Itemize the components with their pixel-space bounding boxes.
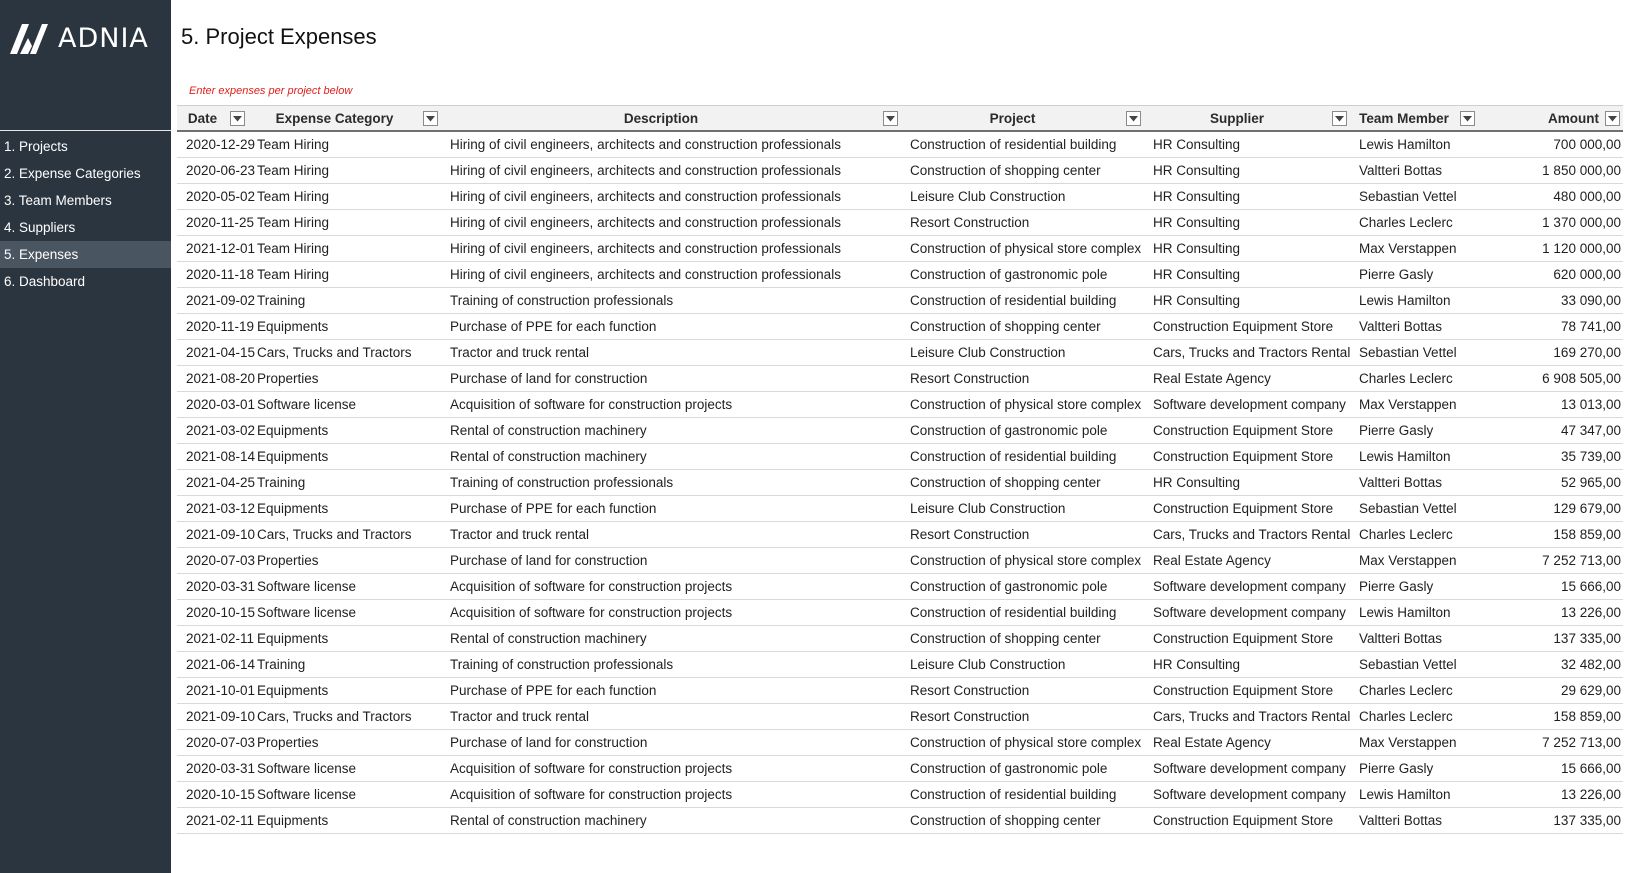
supplier-cell[interactable]: Cars, Trucks and Tractors Rental bbox=[1144, 703, 1350, 729]
supplier-cell[interactable]: HR Consulting bbox=[1144, 209, 1350, 235]
supplier-cell[interactable]: Construction Equipment Store bbox=[1144, 495, 1350, 521]
project-cell[interactable]: Construction of gastronomic pole bbox=[901, 417, 1144, 443]
date-cell[interactable]: 2021-04-15 bbox=[177, 339, 248, 365]
table-row bbox=[177, 287, 1623, 313]
supplier-cell[interactable]: HR Consulting bbox=[1144, 131, 1350, 157]
amount-cell[interactable]: 15 666,00 bbox=[1478, 573, 1623, 599]
supplier-cell[interactable]: HR Consulting bbox=[1144, 469, 1350, 495]
team-member-cell[interactable]: Lewis Hamilton bbox=[1350, 599, 1478, 625]
amount-cell[interactable]: 47 347,00 bbox=[1478, 417, 1623, 443]
column-header-label: Team Member bbox=[1359, 110, 1449, 126]
column-header-label: Supplier bbox=[1209, 110, 1264, 126]
description-cell[interactable]: Hiring of civil engineers, architects and construction professionals bbox=[441, 209, 901, 235]
amount-cell[interactable]: 158 859,00 bbox=[1478, 521, 1623, 547]
date-cell[interactable]: 2021-09-10 bbox=[177, 703, 248, 729]
column-header-label: Expense Category bbox=[275, 110, 394, 126]
team-member-cell[interactable]: Pierre Gasly bbox=[1350, 417, 1478, 443]
date-cell[interactable]: 2020-11-19 bbox=[177, 313, 248, 339]
team-member-cell[interactable]: Pierre Gasly bbox=[1350, 755, 1478, 781]
category-cell[interactable]: Software license bbox=[248, 391, 441, 417]
table-row bbox=[177, 651, 1623, 677]
description-cell[interactable]: Hiring of civil engineers, architects and construction professionals bbox=[441, 157, 901, 183]
sidebar-item-suppliers[interactable]: 4. Suppliers bbox=[4, 220, 76, 235]
date-cell[interactable]: 2021-08-20 bbox=[177, 365, 248, 391]
amount-cell[interactable]: 13 226,00 bbox=[1478, 599, 1623, 625]
supplier-cell[interactable]: Construction Equipment Store bbox=[1144, 807, 1350, 833]
project-cell[interactable]: Leisure Club Construction bbox=[901, 339, 1144, 365]
filter-dropdown-icon[interactable] bbox=[1460, 111, 1475, 126]
date-cell[interactable]: 2020-10-15 bbox=[177, 599, 248, 625]
date-cell[interactable]: 2020-11-25 bbox=[177, 209, 248, 235]
amount-cell[interactable]: 137 335,00 bbox=[1478, 625, 1623, 651]
table-row bbox=[177, 443, 1623, 469]
table-row bbox=[177, 495, 1623, 521]
table-row bbox=[177, 313, 1623, 339]
table-body bbox=[177, 131, 1623, 833]
description-cell[interactable]: Rental of construction machinery bbox=[441, 625, 901, 651]
category-cell[interactable]: Cars, Trucks and Tractors bbox=[248, 521, 441, 547]
sidebar-item-expense-categories[interactable]: 2. Expense Categories bbox=[4, 166, 141, 181]
column-header-label: Project bbox=[989, 110, 1036, 126]
supplier-cell[interactable]: Software development company bbox=[1144, 573, 1350, 599]
description-cell[interactable]: Rental of construction machinery bbox=[441, 443, 901, 469]
amount-cell[interactable]: 700 000,00 bbox=[1478, 131, 1623, 157]
project-cell[interactable]: Construction of residential building bbox=[901, 781, 1144, 807]
supplier-cell[interactable]: HR Consulting bbox=[1144, 261, 1350, 287]
supplier-cell[interactable]: Construction Equipment Store bbox=[1144, 417, 1350, 443]
amount-cell[interactable]: 78 741,00 bbox=[1478, 313, 1623, 339]
team-member-cell[interactable]: Max Verstappen bbox=[1350, 235, 1478, 261]
table-row bbox=[177, 261, 1623, 287]
category-cell[interactable]: Software license bbox=[248, 781, 441, 807]
logo-text: ADNIA bbox=[58, 23, 149, 54]
team-member-cell[interactable]: Charles Leclerc bbox=[1350, 209, 1478, 235]
description-cell[interactable]: Tractor and truck rental bbox=[441, 339, 901, 365]
project-cell[interactable]: Construction of shopping center bbox=[901, 807, 1144, 833]
supplier-cell[interactable]: Software development company bbox=[1144, 599, 1350, 625]
team-member-cell[interactable]: Sebastian Vettel bbox=[1350, 339, 1478, 365]
date-cell[interactable]: 2021-03-02 bbox=[177, 417, 248, 443]
team-member-cell[interactable]: Lewis Hamilton bbox=[1350, 781, 1478, 807]
amount-cell[interactable]: 1 370 000,00 bbox=[1478, 209, 1623, 235]
project-cell[interactable]: Leisure Club Construction bbox=[901, 495, 1144, 521]
team-member-cell[interactable]: Charles Leclerc bbox=[1350, 521, 1478, 547]
sidebar-divider bbox=[0, 130, 171, 131]
sidebar-item-expenses[interactable]: 5. Expenses bbox=[0, 241, 171, 268]
category-cell[interactable]: Training bbox=[248, 651, 441, 677]
date-cell[interactable]: 2021-09-02 bbox=[177, 287, 248, 313]
date-cell[interactable]: 2020-03-31 bbox=[177, 755, 248, 781]
description-cell[interactable]: Tractor and truck rental bbox=[441, 521, 901, 547]
column-header-team-member bbox=[1350, 106, 1478, 132]
table-row bbox=[177, 755, 1623, 781]
filter-dropdown-icon[interactable] bbox=[1605, 111, 1620, 126]
team-member-cell[interactable]: Sebastian Vettel bbox=[1350, 183, 1478, 209]
supplier-cell[interactable]: Construction Equipment Store bbox=[1144, 313, 1350, 339]
project-cell[interactable]: Construction of gastronomic pole bbox=[901, 261, 1144, 287]
table-row bbox=[177, 807, 1623, 833]
date-cell[interactable]: 2020-03-31 bbox=[177, 573, 248, 599]
description-cell[interactable]: Acquisition of software for construction projects bbox=[441, 755, 901, 781]
description-cell[interactable]: Purchase of land for construction bbox=[441, 365, 901, 391]
project-cell[interactable]: Construction of physical store complex bbox=[901, 729, 1144, 755]
category-cell[interactable]: Equipments bbox=[248, 677, 441, 703]
team-member-cell[interactable]: Charles Leclerc bbox=[1350, 677, 1478, 703]
project-cell[interactable]: Resort Construction bbox=[901, 677, 1144, 703]
description-cell[interactable]: Hiring of civil engineers, architects and construction professionals bbox=[441, 235, 901, 261]
category-cell[interactable]: Equipments bbox=[248, 807, 441, 833]
sidebar-item-projects[interactable]: 1. Projects bbox=[4, 139, 68, 154]
category-cell[interactable]: Team Hiring bbox=[248, 261, 441, 287]
amount-cell[interactable]: 1 120 000,00 bbox=[1478, 235, 1623, 261]
sidebar bbox=[0, 0, 171, 873]
category-cell[interactable]: Equipments bbox=[248, 417, 441, 443]
table-row bbox=[177, 703, 1623, 729]
project-cell[interactable]: Construction of residential building bbox=[901, 287, 1144, 313]
date-cell[interactable]: 2021-09-10 bbox=[177, 521, 248, 547]
description-cell[interactable]: Rental of construction machinery bbox=[441, 417, 901, 443]
team-member-cell[interactable]: Valtteri Bottas bbox=[1350, 157, 1478, 183]
logo bbox=[10, 22, 149, 56]
team-member-cell[interactable]: Lewis Hamilton bbox=[1350, 443, 1478, 469]
project-cell[interactable]: Construction of residential building bbox=[901, 131, 1144, 157]
category-cell[interactable]: Equipments bbox=[248, 443, 441, 469]
column-header-description bbox=[441, 106, 901, 132]
amount-cell[interactable]: 52 965,00 bbox=[1478, 469, 1623, 495]
supplier-cell[interactable]: Construction Equipment Store bbox=[1144, 677, 1350, 703]
date-cell[interactable]: 2021-06-14 bbox=[177, 651, 248, 677]
date-cell[interactable]: 2020-03-01 bbox=[177, 391, 248, 417]
amount-cell[interactable]: 7 252 713,00 bbox=[1478, 729, 1623, 755]
amount-cell[interactable]: 15 666,00 bbox=[1478, 755, 1623, 781]
amount-cell[interactable]: 129 679,00 bbox=[1478, 495, 1623, 521]
supplier-cell[interactable]: Construction Equipment Store bbox=[1144, 443, 1350, 469]
project-cell[interactable]: Resort Construction bbox=[901, 365, 1144, 391]
description-cell[interactable]: Training of construction professionals bbox=[441, 287, 901, 313]
sidebar-nav bbox=[0, 133, 171, 295]
supplier-cell[interactable]: HR Consulting bbox=[1144, 235, 1350, 261]
team-member-cell[interactable]: Valtteri Bottas bbox=[1350, 469, 1478, 495]
category-cell[interactable]: Properties bbox=[248, 547, 441, 573]
description-cell[interactable]: Hiring of civil engineers, architects and construction professionals bbox=[441, 131, 901, 157]
date-cell[interactable]: 2020-10-15 bbox=[177, 781, 248, 807]
column-header-expense-category bbox=[248, 106, 441, 132]
expenses-table bbox=[177, 105, 1623, 834]
sidebar-item-team-members[interactable]: 3. Team Members bbox=[4, 193, 112, 208]
team-member-cell[interactable]: Sebastian Vettel bbox=[1350, 495, 1478, 521]
table-row bbox=[177, 365, 1623, 391]
sidebar-item-dashboard[interactable]: 6. Dashboard bbox=[4, 274, 86, 289]
project-cell[interactable]: Construction of physical store complex bbox=[901, 547, 1144, 573]
description-cell[interactable]: Training of construction professionals bbox=[441, 469, 901, 495]
date-cell[interactable]: 2021-03-12 bbox=[177, 495, 248, 521]
amount-cell[interactable]: 13 226,00 bbox=[1478, 781, 1623, 807]
description-cell[interactable]: Hiring of civil engineers, architects and construction professionals bbox=[441, 261, 901, 287]
table-row bbox=[177, 469, 1623, 495]
table-header-row bbox=[177, 106, 1623, 132]
supplier-cell[interactable]: HR Consulting bbox=[1144, 651, 1350, 677]
amount-cell[interactable]: 7 252 713,00 bbox=[1478, 547, 1623, 573]
category-cell[interactable]: Training bbox=[248, 469, 441, 495]
project-cell[interactable]: Construction of shopping center bbox=[901, 469, 1144, 495]
category-cell[interactable]: Equipments bbox=[248, 625, 441, 651]
category-cell[interactable]: Equipments bbox=[248, 313, 441, 339]
column-header-label: Description bbox=[623, 110, 699, 126]
category-cell[interactable]: Cars, Trucks and Tractors bbox=[248, 339, 441, 365]
supplier-cell[interactable]: Construction Equipment Store bbox=[1144, 625, 1350, 651]
date-cell[interactable]: 2021-12-01 bbox=[177, 235, 248, 261]
category-cell[interactable]: Team Hiring bbox=[248, 183, 441, 209]
amount-cell[interactable]: 13 013,00 bbox=[1478, 391, 1623, 417]
supplier-cell[interactable]: HR Consulting bbox=[1144, 287, 1350, 313]
team-member-cell[interactable]: Charles Leclerc bbox=[1350, 703, 1478, 729]
project-cell[interactable]: Construction of gastronomic pole bbox=[901, 755, 1144, 781]
amount-cell[interactable]: 6 908 505,00 bbox=[1478, 365, 1623, 391]
description-cell[interactable]: Acquisition of software for construction projects bbox=[441, 573, 901, 599]
filter-dropdown-icon[interactable] bbox=[1332, 111, 1347, 126]
amount-cell[interactable]: 620 000,00 bbox=[1478, 261, 1623, 287]
amount-cell[interactable]: 480 000,00 bbox=[1478, 183, 1623, 209]
date-cell[interactable]: 2021-10-01 bbox=[177, 677, 248, 703]
amount-cell[interactable]: 33 090,00 bbox=[1478, 287, 1623, 313]
table-row bbox=[177, 547, 1623, 573]
supplier-cell[interactable]: Software development company bbox=[1144, 781, 1350, 807]
category-cell[interactable]: Team Hiring bbox=[248, 157, 441, 183]
filter-dropdown-icon[interactable] bbox=[423, 111, 438, 126]
adnia-logo-icon bbox=[10, 24, 48, 54]
column-header-date bbox=[177, 106, 248, 132]
description-cell[interactable]: Purchase of PPE for each function bbox=[441, 677, 901, 703]
page-title: 5. Project Expenses bbox=[181, 24, 377, 49]
date-cell[interactable]: 2020-05-02 bbox=[177, 183, 248, 209]
project-cell[interactable]: Leisure Club Construction bbox=[901, 183, 1144, 209]
project-cell[interactable]: Construction of physical store complex bbox=[901, 391, 1144, 417]
expenses-table-container bbox=[177, 105, 1623, 834]
table-row bbox=[177, 157, 1623, 183]
amount-cell[interactable]: 32 482,00 bbox=[1478, 651, 1623, 677]
description-cell[interactable]: Hiring of civil engineers, architects and construction professionals bbox=[441, 183, 901, 209]
column-header-project bbox=[901, 106, 1144, 132]
description-cell[interactable]: Acquisition of software for construction projects bbox=[441, 599, 901, 625]
category-cell[interactable]: Equipments bbox=[248, 495, 441, 521]
date-cell[interactable]: 2020-07-03 bbox=[177, 729, 248, 755]
description-cell[interactable]: Acquisition of software for construction projects bbox=[441, 391, 901, 417]
table-row bbox=[177, 183, 1623, 209]
description-cell[interactable]: Acquisition of software for construction projects bbox=[441, 781, 901, 807]
supplier-cell[interactable]: Cars, Trucks and Tractors Rental bbox=[1144, 521, 1350, 547]
table-row bbox=[177, 521, 1623, 547]
description-cell[interactable]: Purchase of land for construction bbox=[441, 729, 901, 755]
team-member-cell[interactable]: Max Verstappen bbox=[1350, 547, 1478, 573]
category-cell[interactable]: Properties bbox=[248, 729, 441, 755]
table-row bbox=[177, 677, 1623, 703]
category-cell[interactable]: Team Hiring bbox=[248, 209, 441, 235]
team-member-cell[interactable]: Max Verstappen bbox=[1350, 391, 1478, 417]
team-member-cell[interactable]: Lewis Hamilton bbox=[1350, 131, 1478, 157]
project-cell[interactable]: Resort Construction bbox=[901, 703, 1144, 729]
table-row bbox=[177, 729, 1623, 755]
supplier-cell[interactable]: Software development company bbox=[1144, 391, 1350, 417]
team-member-cell[interactable]: Valtteri Bottas bbox=[1350, 625, 1478, 651]
date-cell[interactable]: 2020-12-29 bbox=[177, 131, 248, 157]
category-cell[interactable]: Software license bbox=[248, 755, 441, 781]
table-row bbox=[177, 131, 1623, 157]
category-cell[interactable]: Training bbox=[248, 287, 441, 313]
table-row bbox=[177, 781, 1623, 807]
table-row bbox=[177, 599, 1623, 625]
amount-cell[interactable]: 137 335,00 bbox=[1478, 807, 1623, 833]
date-cell[interactable]: 2020-06-23 bbox=[177, 157, 248, 183]
description-cell[interactable]: Purchase of land for construction bbox=[441, 547, 901, 573]
table-row bbox=[177, 417, 1623, 443]
description-cell[interactable]: Purchase of PPE for each function bbox=[441, 313, 901, 339]
description-cell[interactable]: Training of construction professionals bbox=[441, 651, 901, 677]
category-cell[interactable]: Properties bbox=[248, 365, 441, 391]
project-cell[interactable]: Construction of physical store complex bbox=[901, 235, 1144, 261]
category-cell[interactable]: Team Hiring bbox=[248, 131, 441, 157]
team-member-cell[interactable]: Charles Leclerc bbox=[1350, 365, 1478, 391]
column-header-label: Date bbox=[187, 110, 218, 126]
supplier-cell[interactable]: Real Estate Agency bbox=[1144, 729, 1350, 755]
date-cell[interactable]: 2021-04-25 bbox=[177, 469, 248, 495]
project-cell[interactable]: Construction of gastronomic pole bbox=[901, 573, 1144, 599]
project-cell[interactable]: Leisure Club Construction bbox=[901, 651, 1144, 677]
supplier-cell[interactable]: Software development company bbox=[1144, 755, 1350, 781]
team-member-cell[interactable]: Lewis Hamilton bbox=[1350, 287, 1478, 313]
description-cell[interactable]: Rental of construction machinery bbox=[441, 807, 901, 833]
date-cell[interactable]: 2021-02-11 bbox=[177, 625, 248, 651]
amount-cell[interactable]: 35 739,00 bbox=[1478, 443, 1623, 469]
project-cell[interactable]: Construction of residential building bbox=[901, 599, 1144, 625]
team-member-cell[interactable]: Valtteri Bottas bbox=[1350, 807, 1478, 833]
description-cell[interactable]: Tractor and truck rental bbox=[441, 703, 901, 729]
table-row bbox=[177, 573, 1623, 599]
category-cell[interactable]: Software license bbox=[248, 573, 441, 599]
instruction-hint: Enter expenses per project below bbox=[189, 85, 353, 97]
column-header-supplier bbox=[1144, 106, 1350, 132]
amount-cell[interactable]: 158 859,00 bbox=[1478, 703, 1623, 729]
amount-cell[interactable]: 1 850 000,00 bbox=[1478, 157, 1623, 183]
project-cell[interactable]: Construction of shopping center bbox=[901, 313, 1144, 339]
supplier-cell[interactable]: Cars, Trucks and Tractors Rental bbox=[1144, 339, 1350, 365]
category-cell[interactable]: Cars, Trucks and Tractors bbox=[248, 703, 441, 729]
category-cell[interactable]: Team Hiring bbox=[248, 235, 441, 261]
category-cell[interactable]: Software license bbox=[248, 599, 441, 625]
supplier-cell[interactable]: HR Consulting bbox=[1144, 157, 1350, 183]
project-cell[interactable]: Resort Construction bbox=[901, 209, 1144, 235]
filter-dropdown-icon[interactable] bbox=[230, 111, 245, 126]
team-member-cell[interactable]: Sebastian Vettel bbox=[1350, 651, 1478, 677]
project-cell[interactable]: Resort Construction bbox=[901, 521, 1144, 547]
team-member-cell[interactable]: Valtteri Bottas bbox=[1350, 313, 1478, 339]
column-header-amount bbox=[1478, 106, 1623, 132]
filter-dropdown-icon[interactable] bbox=[1126, 111, 1141, 126]
column-header-label: Amount bbox=[1548, 110, 1599, 126]
team-member-cell[interactable]: Pierre Gasly bbox=[1350, 261, 1478, 287]
project-cell[interactable]: Construction of residential building bbox=[901, 443, 1144, 469]
description-cell[interactable]: Purchase of PPE for each function bbox=[441, 495, 901, 521]
table-row bbox=[177, 391, 1623, 417]
amount-cell[interactable]: 169 270,00 bbox=[1478, 339, 1623, 365]
supplier-cell[interactable]: HR Consulting bbox=[1144, 183, 1350, 209]
supplier-cell[interactable]: Real Estate Agency bbox=[1144, 365, 1350, 391]
supplier-cell[interactable]: Real Estate Agency bbox=[1144, 547, 1350, 573]
table-row bbox=[177, 209, 1623, 235]
amount-cell[interactable]: 29 629,00 bbox=[1478, 677, 1623, 703]
project-cell[interactable]: Construction of shopping center bbox=[901, 157, 1144, 183]
date-cell[interactable]: 2021-08-14 bbox=[177, 443, 248, 469]
date-cell[interactable]: 2020-11-18 bbox=[177, 261, 248, 287]
table-row bbox=[177, 625, 1623, 651]
filter-dropdown-icon[interactable] bbox=[883, 111, 898, 126]
project-cell[interactable]: Construction of shopping center bbox=[901, 625, 1144, 651]
table-row bbox=[177, 235, 1623, 261]
date-cell[interactable]: 2020-07-03 bbox=[177, 547, 248, 573]
date-cell[interactable]: 2021-02-11 bbox=[177, 807, 248, 833]
team-member-cell[interactable]: Max Verstappen bbox=[1350, 729, 1478, 755]
table-row bbox=[177, 339, 1623, 365]
team-member-cell[interactable]: Pierre Gasly bbox=[1350, 573, 1478, 599]
